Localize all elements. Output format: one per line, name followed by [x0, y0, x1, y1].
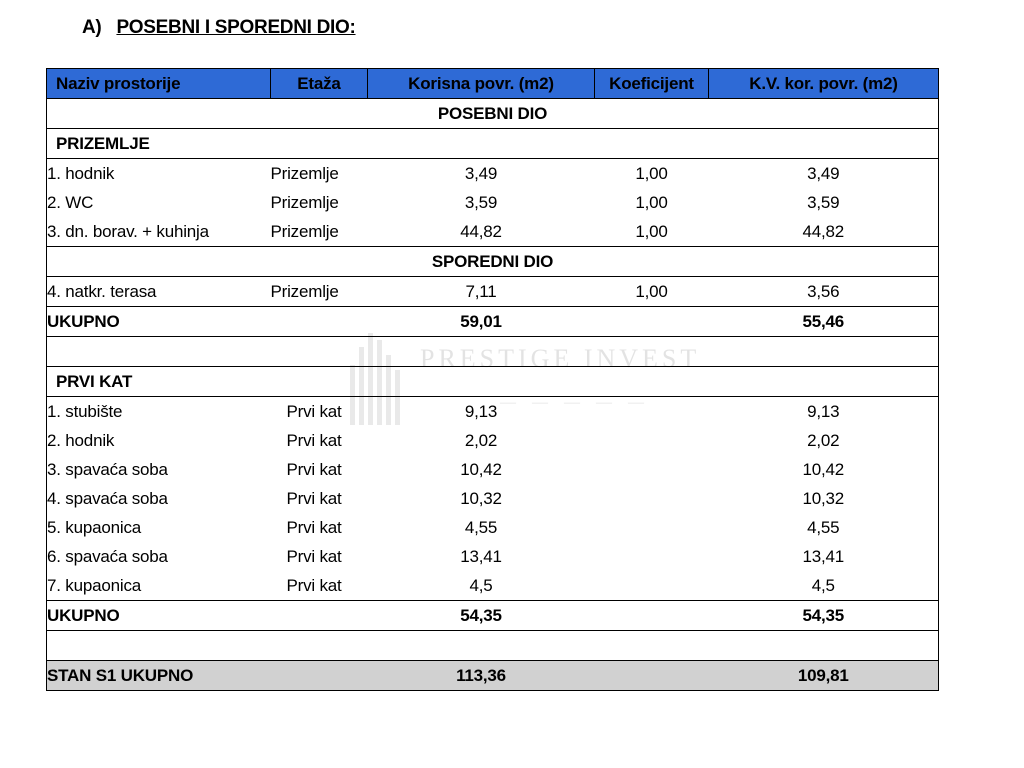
- room-floor: Prvi kat: [286, 546, 342, 566]
- room-kv: 2,02: [709, 426, 939, 455]
- grand-total-empty: [595, 661, 709, 691]
- total-korisna: 59,01: [368, 307, 595, 337]
- room-name: 5. kupaonica: [47, 513, 271, 542]
- section-label: SPOREDNI DIO: [47, 247, 939, 277]
- total-label: UKUPNO: [47, 601, 271, 631]
- total-empty: [595, 307, 709, 337]
- table-row: [47, 426, 939, 455]
- total-empty: [595, 601, 709, 631]
- room-floor: Prizemlje: [270, 192, 339, 212]
- grand-total-label: STAN S1 UKUPNO: [47, 661, 271, 691]
- room-koef: [595, 426, 709, 455]
- group-row-prizemlje: [47, 129, 939, 159]
- room-koef: [595, 542, 709, 571]
- col-header-name: Naziv prostorije: [47, 69, 271, 99]
- room-name: 7. kupaonica: [47, 571, 271, 601]
- col-header-kv: K.V. kor. povr. (m2): [709, 69, 939, 99]
- room-korisna: 4,55: [464, 517, 498, 537]
- room-koef: 1,00: [635, 163, 668, 183]
- col-header-etaza: Etaža: [271, 69, 368, 99]
- room-floor: Prvi kat: [286, 430, 342, 450]
- room-kv: 9,13: [709, 397, 939, 427]
- table-row: [47, 542, 939, 571]
- heading-title: POSEBNI I SPOREDNI DIO:: [116, 17, 356, 38]
- blank-row: [47, 631, 939, 661]
- table-row: [47, 217, 939, 247]
- table-row: [47, 397, 939, 427]
- group-label: PRVI KAT: [47, 367, 939, 397]
- room-floor: Prizemlje: [270, 281, 339, 301]
- room-kv: 3,59: [709, 188, 939, 217]
- room-kv: 3,49: [709, 159, 939, 189]
- table-row: [47, 571, 939, 601]
- grand-total-row: [47, 661, 939, 691]
- room-name: 3. dn. borav. + kuhinja: [47, 217, 271, 247]
- table-row: [47, 277, 939, 307]
- room-koef: [595, 397, 709, 427]
- room-name: 6. spavaća soba: [47, 542, 271, 571]
- room-korisna: 3,59: [464, 192, 498, 212]
- room-koef: [595, 513, 709, 542]
- room-koef: 1,00: [635, 192, 668, 212]
- area-table: [46, 68, 939, 691]
- total-kv: 55,46: [709, 307, 939, 337]
- room-floor: Prizemlje: [270, 163, 339, 183]
- room-korisna: 3,49: [464, 163, 498, 183]
- room-koef: 1,00: [635, 221, 668, 241]
- total-empty: [271, 601, 368, 631]
- grand-total-korisna: 113,36: [368, 661, 595, 691]
- grand-total-kv: 109,81: [709, 661, 939, 691]
- room-name: 4. spavaća soba: [47, 484, 271, 513]
- room-floor: Prvi kat: [286, 459, 342, 479]
- total-row-prizemlje: [47, 307, 939, 337]
- room-korisna: 2,02: [464, 430, 498, 450]
- table-row: [47, 513, 939, 542]
- section-heading: [82, 17, 356, 39]
- total-label: UKUPNO: [47, 307, 271, 337]
- room-kv: 10,32: [709, 484, 939, 513]
- watermark-text: PRESTIGE INVEST: [420, 344, 701, 373]
- total-empty: [271, 307, 368, 337]
- room-korisna: 7,11: [465, 281, 497, 301]
- room-koef: [595, 455, 709, 484]
- table-row: [47, 455, 939, 484]
- group-label: PRIZEMLJE: [47, 129, 939, 159]
- room-floor: Prvi kat: [286, 575, 342, 595]
- room-kv: 3,56: [709, 277, 939, 307]
- grand-total-empty: [271, 661, 368, 691]
- section-label: POSEBNI DIO: [47, 99, 939, 129]
- room-kv: 4,5: [709, 571, 939, 601]
- room-name: 3. spavaća soba: [47, 455, 271, 484]
- room-korisna: 10,42: [460, 459, 502, 479]
- blank-row: [47, 337, 939, 367]
- total-korisna: 54,35: [368, 601, 595, 631]
- room-floor: Prvi kat: [286, 488, 342, 508]
- room-korisna: 13,41: [460, 546, 502, 566]
- col-header-korisna: Korisna povr. (m2): [368, 69, 595, 99]
- room-kv: 13,41: [709, 542, 939, 571]
- room-floor: Prvi kat: [286, 401, 342, 421]
- room-korisna: 10,32: [460, 488, 502, 508]
- room-koef: [595, 571, 709, 601]
- room-floor: Prizemlje: [270, 221, 339, 241]
- group-row-prvi-kat: [47, 367, 939, 397]
- table-row: [47, 188, 939, 217]
- section-row-sporedni: [47, 247, 939, 277]
- room-koef: 1,00: [635, 281, 668, 301]
- room-kv: 10,42: [709, 455, 939, 484]
- room-name: 2. hodnik: [47, 426, 271, 455]
- col-header-koeficijent: Koeficijent: [595, 69, 709, 99]
- room-name: 4. natkr. terasa: [47, 277, 271, 307]
- room-koef: [595, 484, 709, 513]
- table-header-row: [47, 69, 939, 99]
- room-korisna: 4,5: [469, 575, 493, 595]
- room-korisna: 9,13: [464, 401, 498, 421]
- total-kv: 54,35: [709, 601, 939, 631]
- room-korisna: 44,82: [460, 221, 502, 241]
- table-row: [47, 484, 939, 513]
- room-kv: 4,55: [709, 513, 939, 542]
- room-name: 2. WC: [47, 188, 271, 217]
- watermark-subtext: — — — — —: [500, 394, 650, 411]
- section-row-posebni: [47, 99, 939, 129]
- room-name: 1. hodnik: [47, 159, 271, 189]
- total-row-prvi-kat: [47, 601, 939, 631]
- room-kv: 44,82: [709, 217, 939, 247]
- room-name: 1. stubište: [47, 397, 271, 427]
- heading-letter: A): [82, 17, 102, 38]
- table-row: [47, 159, 939, 189]
- room-floor: Prvi kat: [286, 517, 342, 537]
